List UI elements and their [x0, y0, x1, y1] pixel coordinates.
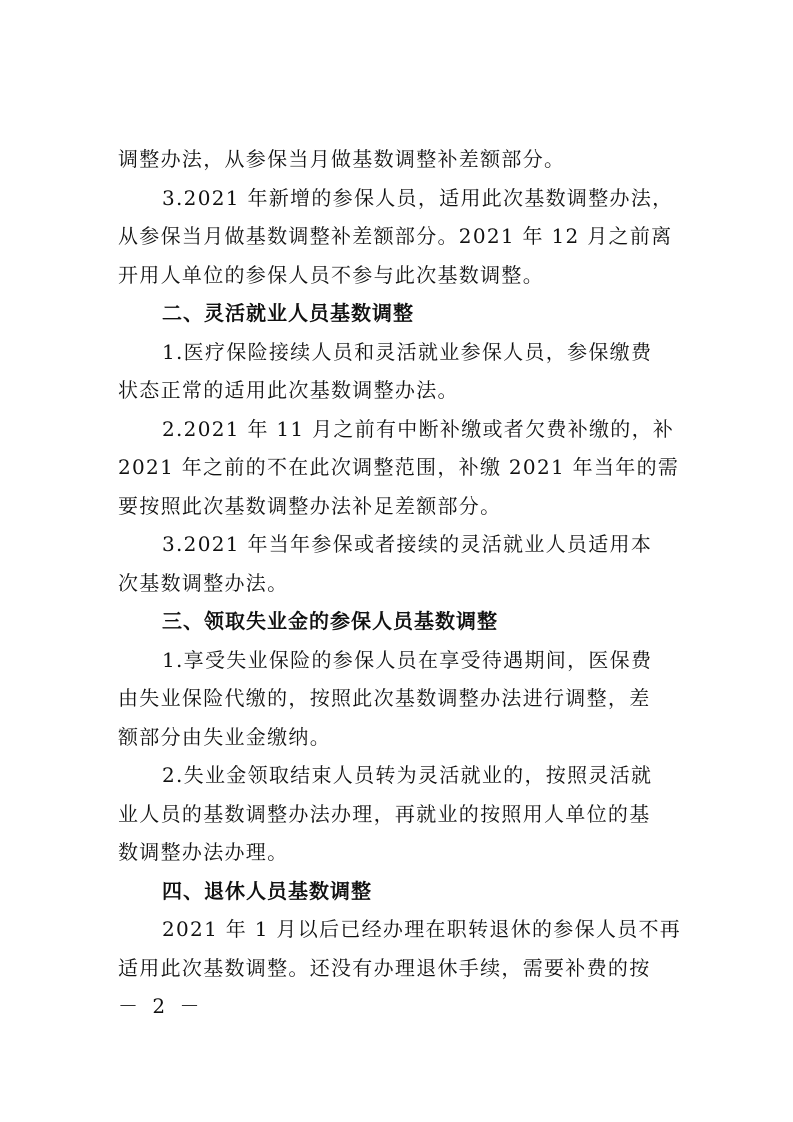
body-text-line: 2.2021 年 11 月之前有中断补缴或者欠费补缴的，补 [162, 416, 675, 441]
body-text-line: 额部分由失业金缴纳。 [118, 724, 331, 749]
body-text-line: 开用人单位的参保人员不参与此次基数调整。 [118, 262, 544, 287]
body-text-line: 1.医疗保险接续人员和灵活就业参保人员，参保缴费 [162, 339, 653, 364]
body-text-line: 3.2021 年当年参保或者接续的灵活就业人员适用本 [162, 532, 653, 556]
page-number: － 2 － [118, 994, 204, 1018]
section-heading: 四、退休人员基数调整 [162, 878, 372, 903]
body-text-line: 2021 年之前的不在此次调整范围，补缴 2021 年当年的需 [118, 455, 680, 479]
body-text-line: 3.2021 年新增的参保人员，适用此次基数调整办法， [162, 185, 674, 210]
body-text-line: 要按照此次基数调整办法补足差额部分。 [118, 493, 502, 518]
section-heading: 三、领取失业金的参保人员基数调整 [162, 609, 498, 633]
body-text-line: 业人员的基数调整办法办理，再就业的按照用人单位的基 [118, 801, 651, 826]
body-text-line: 数调整办法办理。 [118, 840, 289, 864]
body-text-line: 由失业保险代缴的，按照此次基数调整办法进行调整，差 [118, 686, 651, 710]
body-text-line: 适用此次基数调整。还没有办理退休手续，需要补费的按 [118, 955, 651, 980]
body-text-line: 次基数调整办法。 [118, 570, 289, 595]
body-text-line: 调整办法，从参保当月做基数调整补差额部分。 [118, 147, 566, 171]
body-text-line: 从参保当月做基数调整补差额部分。2021 年 12 月之前离 [118, 224, 673, 248]
body-text-line: 2.失业金领取结束人员转为灵活就业的，按照灵活就 [162, 763, 653, 787]
document-body [118, 140, 682, 987]
body-text-line: 1.享受失业保险的参保人员在享受待遇期间，医保费 [162, 647, 653, 672]
section-heading: 二、灵活就业人员基数调整 [162, 301, 414, 325]
body-text-line: 状态正常的适用此次基数调整办法。 [118, 378, 459, 402]
body-text-line: 2021 年 1 月以后已经办理在职转退休的参保人员不再 [162, 917, 682, 941]
